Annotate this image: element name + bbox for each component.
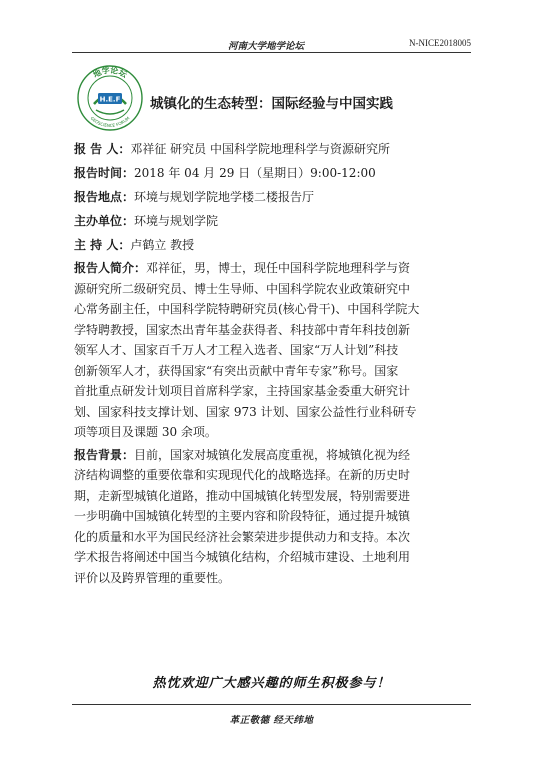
report-background	[74, 445, 474, 589]
bio-line: 项等项目及课题 30 余项。	[74, 425, 217, 439]
field-organizer	[74, 210, 474, 232]
field-speaker	[74, 138, 474, 160]
bio-line: 划、国家科技支撑计划、国家 973 计划、国家公益性行业科研专	[74, 404, 417, 419]
background-line: 期，走新型城镇化道路，推动中国城镇化转型发展，特别需要进	[74, 488, 411, 503]
logo-text-top: 地学论坛	[91, 65, 129, 80]
footer-motto: 革正敬德 经天纬地	[229, 715, 314, 726]
field-location	[74, 186, 474, 208]
footer-rule	[72, 704, 471, 705]
field-label: 报 告 人：	[74, 142, 131, 156]
background-line: 评价以及跨界管理的重要性。	[74, 570, 231, 585]
field-value: 邓祥征 研究员 中国科学院地理科学与资源研究所	[130, 142, 390, 156]
bio-line: 首批重点研发计划项目首席科学家，主持国家基金委重大研究计	[74, 384, 411, 398]
page-title: 城镇化的生态转型：国际经验与中国实践	[150, 96, 393, 112]
bio-line: 领军人才、国家百千万人才工程入选者、国家“万人计划”科技	[74, 343, 399, 357]
bio-line: 报告人简介：邓祥征，男，博士，现任中国科学院地理科学与资	[74, 261, 411, 275]
background-line: 一步明确中国城镇化转型的主要内容和阶段特征，通过提升城镇	[74, 509, 411, 523]
field-label: 报告地点：	[74, 190, 135, 204]
field-value: 2018 年 04 月 29 日（星期日）9:00-12:00	[134, 166, 376, 180]
logo-text-center: H.E.F	[99, 95, 121, 104]
svg-text:地学论坛	[91, 65, 130, 80]
bio-line: 学特聘教授，国家杰出青年基金获得者、科技部中青年科技创新	[74, 322, 411, 337]
welcome-message: 热忱欢迎广大感兴趣的师生积极参与！	[152, 676, 391, 691]
background-label: 报告背景：	[74, 447, 135, 462]
header-code: N-NICE2018005	[409, 38, 471, 48]
background-line: 学术报告将阐述中国当今城镇化结构，介绍城市建设、土地利用	[74, 550, 411, 564]
bio-line: 创新领军人才，获得国家“有突出贡献中青年专家”称号。国家	[74, 363, 399, 378]
report-details	[74, 138, 474, 588]
field-host	[74, 234, 474, 256]
bio-label: 报告人简介：	[74, 261, 147, 275]
header-rule	[72, 52, 471, 53]
field-label: 报告时间：	[74, 166, 135, 180]
logo-text-bottom: GEOSCIENCE FORUM	[89, 115, 131, 129]
header-title: 河南大学地学论坛	[228, 41, 305, 52]
speaker-bio	[74, 258, 474, 443]
background-line: 化的质量和水平为国民经济社会繁荣进步提供动力和支持。本次	[74, 529, 411, 544]
bio-line: 心常务副主任，中国科学院特聘研究员(核心骨干)、中国科学院大	[74, 302, 420, 316]
background-line: 济结构调整的重要依靠和实现现代化的战略选择。在新的历史时	[74, 468, 411, 482]
forum-logo	[76, 64, 144, 132]
field-value: 环境与规划学院	[134, 214, 219, 228]
field-time	[74, 162, 474, 184]
field-label: 主 持 人：	[74, 238, 131, 252]
background-line: 报告背景：目前，国家对城镇化发展高度重视，将城镇化视为经	[74, 447, 411, 462]
bio-line: 源研究所二级研究员、博士生导师、中国科学院农业政策研究中	[74, 281, 411, 296]
field-value: 卢鹤立 教授	[130, 238, 195, 252]
field-label: 主办单位：	[74, 214, 135, 228]
field-value: 环境与规划学院地学楼二楼报告厅	[134, 190, 315, 204]
